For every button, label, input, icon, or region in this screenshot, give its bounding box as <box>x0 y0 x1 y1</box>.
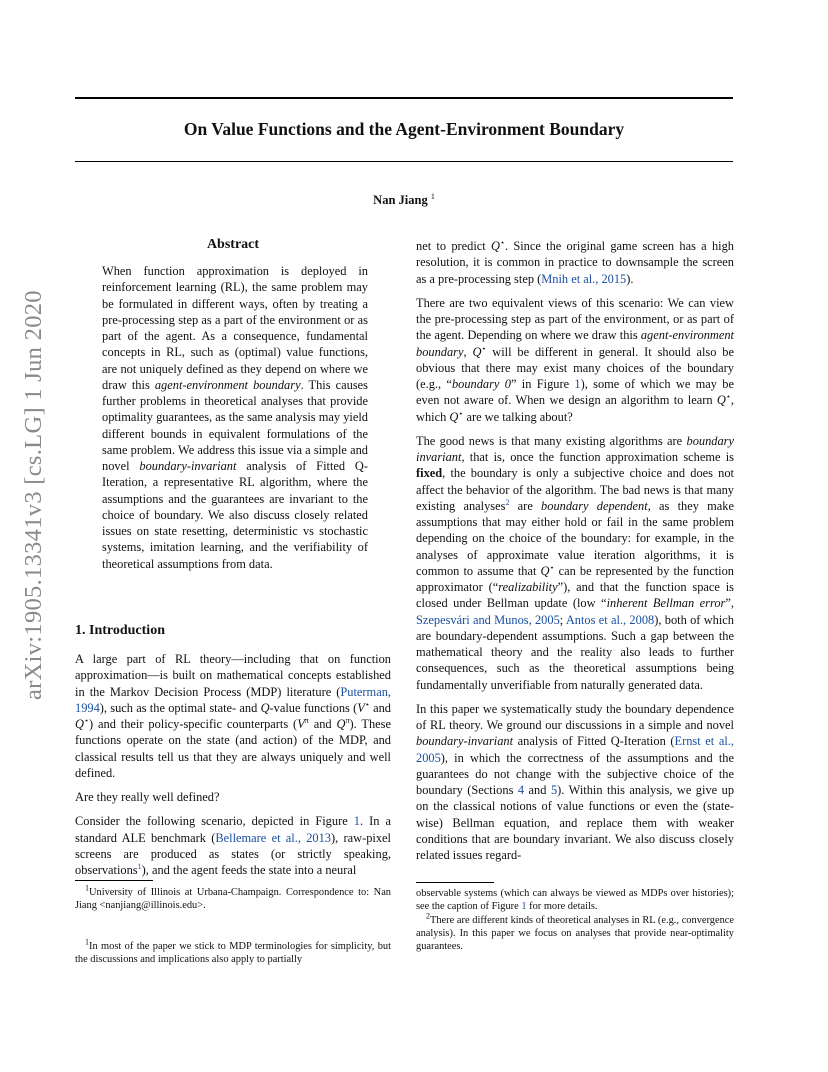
footnote-rule-left <box>75 880 153 881</box>
intro-paragraph-3: Consider the following scenario, depicted in Figure 1. In a standard ALE benchmark (Bellemare et al., 2013), raw-pixel screens are produced as states (or strictly speaking, observations$^1$), and the agent feeds the state into a neural <box>75 814 391 877</box>
right-paragraph-1: net to predict Q⋆. Since the original game screen has a high resolution, it is common in practice to downsample the screen as a pre-processing step (Mnih et al., 2015). <box>416 237 734 286</box>
right-paragraph-2: There are two equivalent views of this scenario: We can view the pre-processing step as part of the environment, or as part of the agent. Depending on where we draw this agent-environment boundary, Q⋆ will be different in general. It should also be obvious that there may exist many choices of the boundary (e.g., “boundary 0” in Figure 1), some of which we may be even not aware of. When we design an algorithm to learn Q⋆, which Q⋆ are we talking about? <box>416 295 734 424</box>
intro-paragraph-2: Are they really well defined? <box>75 790 220 804</box>
citation-bellemare-2013[interactable]: Bellemare et al., 2013 <box>215 830 332 845</box>
footnote-1-left: $^1$In most of the paper we stick to MDP terminologies for simplicity, but the discussions and implications also apply to partially <box>75 937 391 965</box>
title-bottom-rule <box>75 161 733 162</box>
intro-left-column <box>75 651 391 886</box>
intro-paragraph-1: A large part of RL theory—including that on function approximation—is built on mathematical concepts established in the Markov Decision Process (MDP) literature (Puterman, 1994), such as the optimal state- and Q-value functions (V⋆ and Q⋆) and their policy-specific counterparts ($V^\pi$ and $Q^\pi$). These functions operate on the state (and action) of the MDP, and classical results tell us that they are always uniquely and well defined. <box>75 652 392 780</box>
footnote-rule-right <box>416 882 494 883</box>
footnote-2: $^2$There are different kinds of theoretical analyses in RL (e.g., convergence analysis). In this paper we focus on analyses that provide near-optimality guarantees. <box>416 911 734 952</box>
citation-puterman-1994[interactable]: Puterman, 1994 <box>75 684 391 715</box>
section-ref-4[interactable]: 4 <box>517 783 525 797</box>
citation-antos-2008[interactable]: Antos et al., 2008 <box>565 612 655 627</box>
figure-ref-1[interactable]: 1 <box>353 814 360 829</box>
footnote-1-right: observable systems (which can always be viewed as MDPs over histories); see the caption of Figure 1 for more details. <box>416 888 734 912</box>
arxiv-identifier: arXiv:1905.13341v3 [cs.LG] 1 Jun 2020 <box>20 290 47 700</box>
author-name: Nan Jiang <box>373 193 428 207</box>
title-top-rule <box>75 97 733 99</box>
footnote-affiliation: $^1$University of Illinois at Urbana-Champaign. Correspondence to: Nan Jiang <nanjiang@illinois.edu>. <box>75 883 391 911</box>
figure-ref-1[interactable]: 1 <box>574 377 581 391</box>
section-heading-introduction: 1. Introduction <box>75 623 165 638</box>
abstract-text <box>102 263 368 580</box>
citation-szepesvari-2005[interactable]: Szepesvári and Munos, 2005 <box>416 612 560 627</box>
figure-ref-1[interactable]: 1 <box>521 901 527 912</box>
right-paragraph-3: The good news is that many existing algorithms are boundary invariant, that is, once the function approximation scheme is fixed, the boundary is only a subjective choice and does not affect the behavior of the algorithm. The bad news is that many existing analyses$^2$ are boundary dependent, as they make assumptions that may either hold or fail in the same problem depending on the choice of the boundary: for example, in the analyses of approximate value iteration algorithms, it is common to assume that Q⋆ can be represented by the function approximator (“realizability”), and that the function space is closed under Bellman update (low “inherent Bellman error”, Szepesvári and Munos, 2005; Antos et al., 2008), both of which are boundary-dependent assumptions. Such a gap between the mathematical theory and the reality also leads to further consequences, such as the theoretical assumptions being fundamentally unverifiable from naturally generated data. <box>416 433 734 692</box>
paper-title: On Value Functions and the Agent-Environment Boundary <box>183 119 625 139</box>
intro-right-column <box>416 238 734 871</box>
abstract-heading: Abstract <box>206 237 260 252</box>
right-paragraph-4: In this paper we systematically study the boundary dependence of RL theory. We ground our discussions in a simple and novel boundary-invariant analysis of Fitted Q-Iteration (Ernst et al., 2005), in which the correctness of the assumptions and the guarantees do not change with the subjective choice of the boundary (Sections 4 and 5). Within this analysis, we give up on the classical notions of value functions or even the (state-wise) Bellman equation, and replace them with weaker conditions that are boundary invariant. We also discuss closely related issues regard- <box>416 701 735 862</box>
citation-mnih-2015[interactable]: Mnih et al., 2015 <box>541 271 627 286</box>
citation-ernst-2005[interactable]: Ernst et al., 2005 <box>416 734 734 765</box>
section-ref-5[interactable]: 5 <box>550 783 558 797</box>
footnote-ref-1[interactable]: 1 <box>137 861 142 871</box>
author-affiliation-mark: 1 <box>430 191 435 201</box>
footnote-ref-2[interactable]: 2 <box>505 497 510 507</box>
abstract-paragraph: When function approximation is deployed in reinforcement learning (RL), the same problem may be formulated in different ways, often by treating a pre-processing step as a part of the environment or as part of the agent. As a consequence, fundamental concepts in RL, such as (optimal) value functions, are not uniquely defined as they depend on where we draw this agent-environment boundary. This causes further problems in theoretical analyses that provide optimality guarantees, as the same analysis may yield different bounds in equivalent formulations of the same problem. We address this issue via a simple and novel boundary-invariant analysis of Fitted Q-Iteration, a representative RL algorithm, where the assumptions and the guarantees are invariant to the choice of boundary. We also discuss closely related issues on state resetting, deterministic vs stochastic systems, imitation learning, and the verifiability of theoretical assumptions from data. <box>102 264 368 571</box>
author-line <box>75 193 733 208</box>
